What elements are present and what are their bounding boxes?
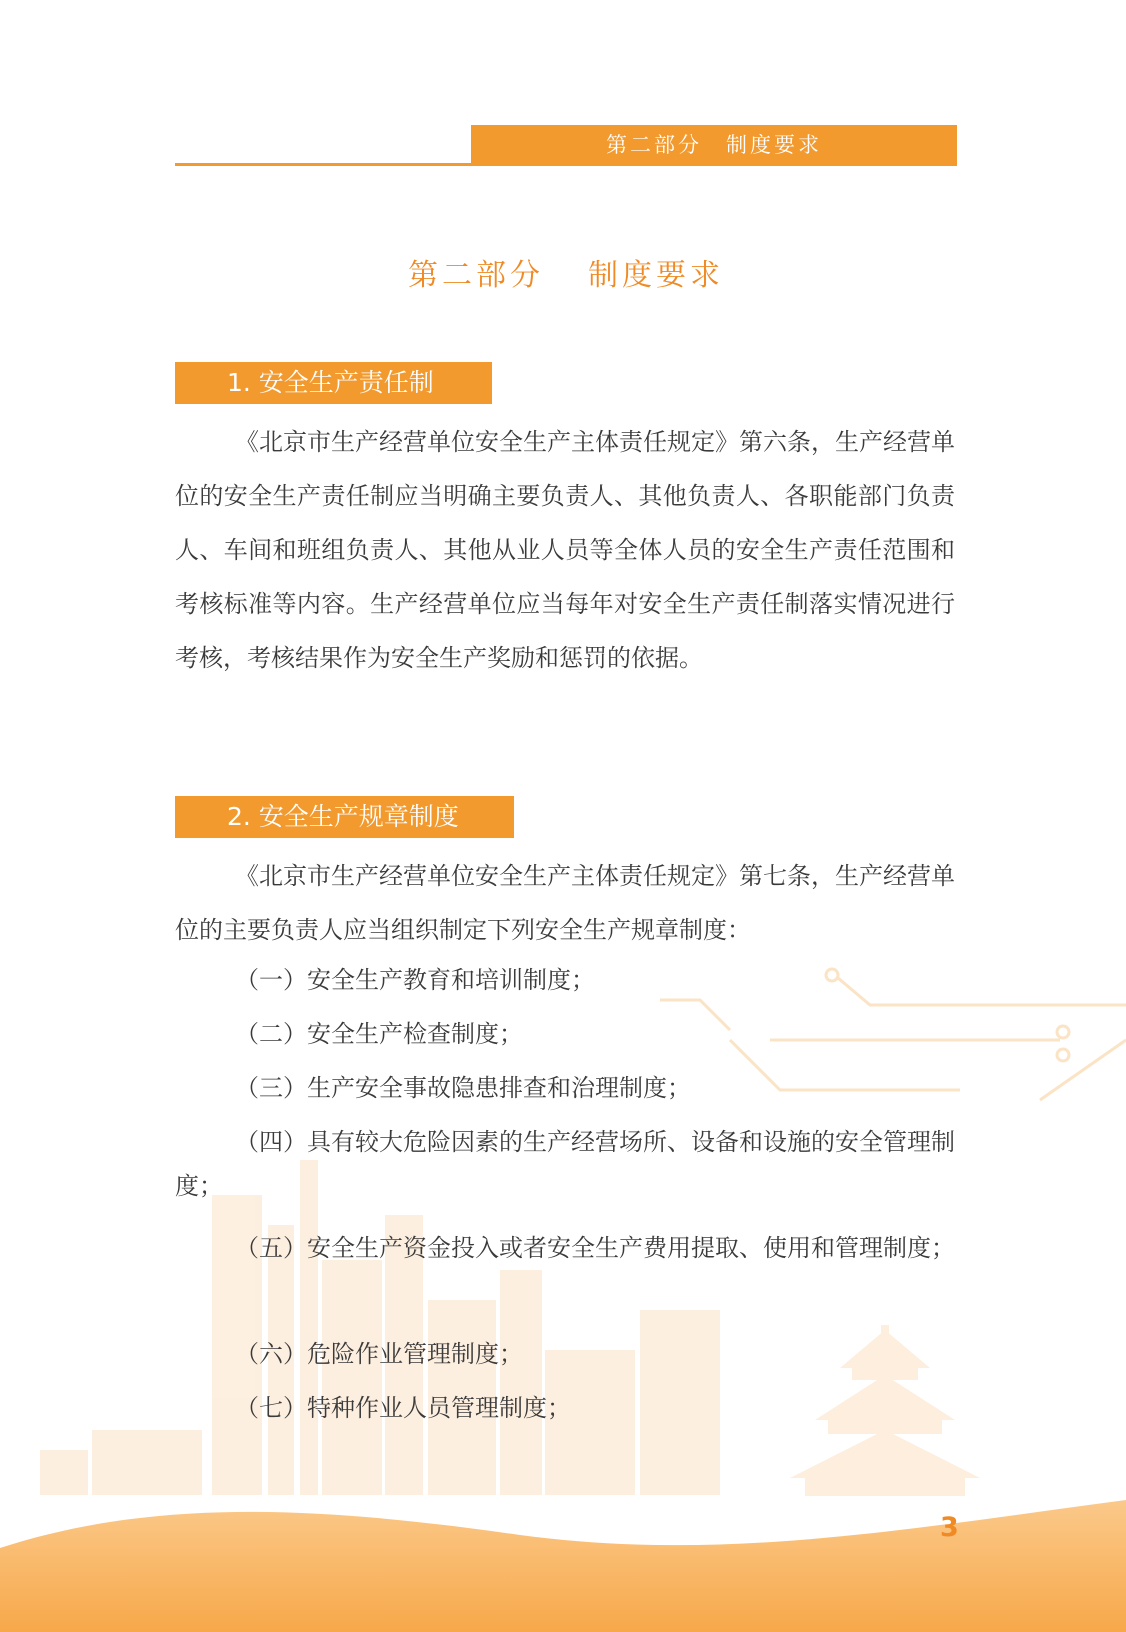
list-item: （三）生产安全事故隐患排查和治理制度； [235,1074,691,1102]
list-item: （四）具有较大危险因素的生产经营场所、设备和设施的安全管理制度； [175,1128,955,1200]
section-2-intro: 《北京市生产经营单位安全生产主体责任规定》第七条，生产经营单位的主要负责人应当组织制定下列安全生产规章制度： [175,862,955,944]
running-title: 第二部分 制度要求 [606,133,822,157]
header-tab [471,125,957,166]
list-item: （五）安全生产资金投入或者安全生产费用提取、使用和管理制度； [235,1234,955,1262]
page-title-part: 第二部分 [408,258,544,293]
page-title-name: 制度要求 [588,258,724,293]
section-heading-2 [175,796,514,838]
section-heading-2-label: 2. 安全生产规章制度 [227,802,459,831]
list-item: （一）安全生产教育和培训制度； [235,966,595,994]
section-heading-1-label: 1. 安全生产责任制 [227,368,434,397]
skyline-decoration [40,1160,720,1495]
page-number: 3 [940,1512,959,1543]
list-item: （六）危险作业管理制度； [235,1340,523,1368]
list-item: （七）特种作业人员管理制度； [235,1394,571,1422]
section-1-paragraph: 《北京市生产经营单位安全生产主体责任规定》第六条，生产经营单位的安全生产责任制应当明确主要负责人、其他负责人、各职能部门负责人、车间和班组负责人、其他从业人员等全体人员的安全生产责任范围和考核标准等内容。生产经营单位应当每年对安全生产责任制落实情况进行考核，考核结果作为安全生产奖励和惩罚的依据。 [175,428,955,672]
list-item: （二）安全生产检查制度； [235,1020,523,1048]
section-heading-1 [175,362,492,404]
page-title [175,250,957,294]
